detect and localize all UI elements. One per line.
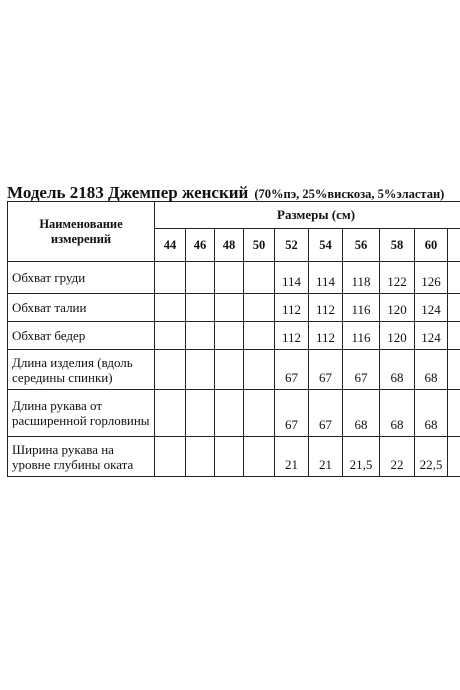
measurement-name: Ширина рукава на уровне глубины оката xyxy=(8,437,155,477)
measurement-value: 68 xyxy=(380,390,415,437)
measurement-value: 112 xyxy=(309,322,343,350)
size-header-cell xyxy=(448,229,460,262)
size-header-cell: 46 xyxy=(186,229,215,262)
measurement-value: 116 xyxy=(343,322,380,350)
measurement-value: 112 xyxy=(275,322,309,350)
measurement-value xyxy=(244,350,275,390)
measurement-value xyxy=(215,322,244,350)
measurement-value: 67 xyxy=(309,350,343,390)
measurement-name: Обхват груди xyxy=(8,262,155,294)
measurement-value xyxy=(186,262,215,294)
table-row xyxy=(8,262,460,294)
measurement-name: Обхват бедер xyxy=(8,322,155,350)
table-row xyxy=(8,437,460,477)
measurement-value xyxy=(448,294,460,322)
measurement-value: 67 xyxy=(309,390,343,437)
measurement-value: 126 xyxy=(415,262,448,294)
measurement-value xyxy=(448,262,460,294)
measurement-name-header: Наименование измерений xyxy=(8,202,155,262)
measurement-value: 114 xyxy=(309,262,343,294)
size-header-cell: 56 xyxy=(343,229,380,262)
measurement-value: 112 xyxy=(275,294,309,322)
measurement-value: 122 xyxy=(380,262,415,294)
table-row xyxy=(8,322,460,350)
measurement-value xyxy=(186,350,215,390)
measurement-value: 22,5 xyxy=(415,437,448,477)
size-header-cell: 48 xyxy=(215,229,244,262)
measurement-value xyxy=(244,262,275,294)
measurement-value xyxy=(448,390,460,437)
measurement-value: 120 xyxy=(380,322,415,350)
measurement-name: Длина изделия (вдоль середины спинки) xyxy=(8,350,155,390)
measurement-value xyxy=(155,437,186,477)
measurement-value: 68 xyxy=(380,350,415,390)
size-header-cell: 52 xyxy=(275,229,309,262)
fabric-composition: (70%пэ, 25%вискоза, 5%эластан) xyxy=(254,187,445,201)
table-row xyxy=(8,350,460,390)
measurement-value: 124 xyxy=(415,322,448,350)
measurement-value xyxy=(215,262,244,294)
sizes-header: Размеры (см) xyxy=(155,202,460,229)
measurement-value xyxy=(215,437,244,477)
measurement-value: 68 xyxy=(415,390,448,437)
measurement-value xyxy=(215,390,244,437)
measurement-value xyxy=(448,350,460,390)
measurement-value xyxy=(244,390,275,437)
measurement-value xyxy=(244,437,275,477)
measurement-value: 68 xyxy=(343,390,380,437)
measurement-value xyxy=(186,294,215,322)
measurement-value xyxy=(155,262,186,294)
measurement-value: 112 xyxy=(309,294,343,322)
size-header-cell: 58 xyxy=(380,229,415,262)
measurement-value xyxy=(215,294,244,322)
measurement-value: 114 xyxy=(275,262,309,294)
measurement-value xyxy=(186,437,215,477)
measurement-value xyxy=(244,322,275,350)
measurement-value: 118 xyxy=(343,262,380,294)
measurement-value: 68 xyxy=(415,350,448,390)
measurement-value: 124 xyxy=(415,294,448,322)
measurement-name: Обхват талии xyxy=(8,294,155,322)
measurement-value: 21,5 xyxy=(343,437,380,477)
measurement-value xyxy=(186,390,215,437)
measurement-value xyxy=(155,350,186,390)
measurement-value: 67 xyxy=(275,390,309,437)
measurement-value: 116 xyxy=(343,294,380,322)
measurement-value xyxy=(155,322,186,350)
measurement-value: 67 xyxy=(343,350,380,390)
measurement-value: 22 xyxy=(380,437,415,477)
measurement-value: 67 xyxy=(275,350,309,390)
measurement-value: 120 xyxy=(380,294,415,322)
document-title xyxy=(7,183,444,203)
measurement-value: 21 xyxy=(275,437,309,477)
measurement-value xyxy=(215,350,244,390)
measurement-value xyxy=(448,322,460,350)
measurement-value xyxy=(244,294,275,322)
measurement-value xyxy=(155,390,186,437)
size-header-cell: 50 xyxy=(244,229,275,262)
size-header-cell: 54 xyxy=(309,229,343,262)
measurement-value xyxy=(448,437,460,477)
measurement-value xyxy=(155,294,186,322)
measurement-name: Длина рукава от расширенной горловины xyxy=(8,390,155,437)
table-row xyxy=(8,390,460,437)
size-chart-table xyxy=(7,201,460,477)
model-title: Модель 2183 Джемпер женский xyxy=(7,183,249,202)
table-row xyxy=(8,294,460,322)
measurement-value: 21 xyxy=(309,437,343,477)
size-header-cell: 60 xyxy=(415,229,448,262)
size-header-cell: 44 xyxy=(155,229,186,262)
measurement-value xyxy=(186,322,215,350)
